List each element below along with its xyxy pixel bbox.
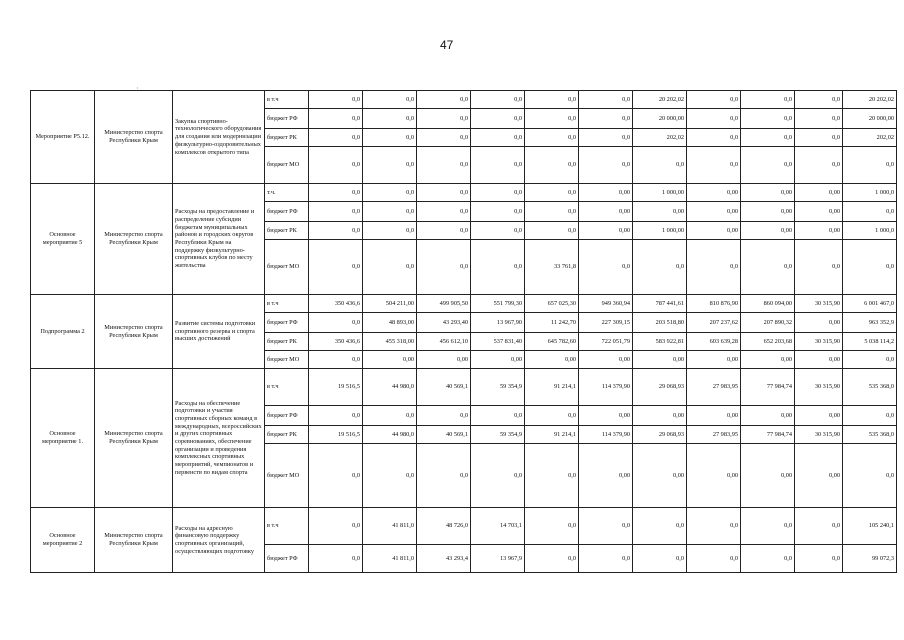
cell-amount: 0,00 (471, 351, 525, 369)
cell-amount: 29 068,93 (633, 426, 687, 444)
cell-amount: 0,0 (687, 91, 741, 109)
cell-amount: 40 569,1 (417, 426, 471, 444)
cell-amount: 0,0 (471, 406, 525, 426)
cell-amount: 652 203,68 (741, 333, 795, 351)
cell-event: Мероприятие Р5.12. (31, 91, 95, 184)
cell-amount: 59 354,9 (471, 369, 525, 406)
cell-amount: 30 315,90 (795, 426, 843, 444)
cell-amount: 603 639,28 (687, 333, 741, 351)
table-row (31, 91, 897, 109)
cell-total: 1 000,0 (843, 222, 897, 240)
cell-amount: 0,0 (309, 508, 363, 545)
cell-amount: 0,0 (363, 202, 417, 222)
cell-amount: 0,0 (795, 240, 843, 295)
cell-amount: 0,00 (741, 406, 795, 426)
cell-amount: 0,0 (525, 406, 579, 426)
cell-amount: 91 214,1 (525, 426, 579, 444)
cell-amount: 0,0 (363, 91, 417, 109)
cell-amount: 0,0 (471, 109, 525, 129)
cell-amount: 0,0 (579, 147, 633, 184)
page-number: 47 (440, 38, 454, 52)
cell-event: Подпрограмма 2 (31, 295, 95, 369)
cell-amount: 456 612,10 (417, 333, 471, 351)
cell-amount: 0,00 (795, 406, 843, 426)
cell-amount: 33 761,8 (525, 240, 579, 295)
cell-amount: 0,0 (363, 444, 417, 508)
cell-amount: 0,00 (795, 202, 843, 222)
cell-amount: 0,0 (309, 129, 363, 147)
cell-amount: 0,00 (633, 406, 687, 426)
cell-amount: 207 890,32 (741, 313, 795, 333)
cell-amount: 227 309,15 (579, 313, 633, 333)
cell-amount: 0,00 (633, 351, 687, 369)
cell-amount: 0,00 (741, 202, 795, 222)
cell-amount: 0,0 (309, 91, 363, 109)
table-row (31, 184, 897, 202)
cell-amount: 0,00 (525, 351, 579, 369)
cell-amount: 0,00 (579, 184, 633, 202)
cell-amount: 14 703,1 (471, 508, 525, 545)
cell-amount: 1 000,00 (633, 222, 687, 240)
cell-amount: 13 967,90 (471, 313, 525, 333)
cell-total: 6 001 467,0 (843, 295, 897, 313)
cell-amount: 0,00 (579, 222, 633, 240)
cell-amount: 0,0 (741, 240, 795, 295)
cell-amount: 0,00 (795, 444, 843, 508)
cell-total: 1 000,0 (843, 184, 897, 202)
cell-amount: 0,00 (741, 222, 795, 240)
cell-amount: 0,00 (687, 444, 741, 508)
cell-total: 5 038 114,2 (843, 333, 897, 351)
cell-amount: 0,0 (741, 91, 795, 109)
cell-description: Закупка спортивно-технологического оборудования для создания или модернизации физкультурно-оздоровительных комплексов открытого типа (173, 91, 265, 184)
cell-amount: 0,0 (363, 240, 417, 295)
cell-executor: Министерство спорта Республики Крым (95, 295, 173, 369)
cell-amount: 43 293,40 (417, 313, 471, 333)
cell-amount: 0,00 (795, 351, 843, 369)
cell-total: 0,0 (843, 240, 897, 295)
cell-amount: 27 983,95 (687, 369, 741, 406)
cell-amount: 0,0 (633, 147, 687, 184)
cell-amount: 1 000,00 (633, 184, 687, 202)
cell-executor: Министерство спорта Республики Крым (95, 91, 173, 184)
cell-amount: 0,0 (525, 444, 579, 508)
cell-amount: 0,0 (309, 109, 363, 129)
cell-total: 99 072,3 (843, 545, 897, 573)
cell-amount: 0,0 (471, 444, 525, 508)
cell-amount: 0,0 (525, 147, 579, 184)
cell-funding-source: бюджет РК (265, 333, 309, 351)
cell-amount: 350 436,6 (309, 333, 363, 351)
cell-event: Основное мероприятие 5 (31, 184, 95, 295)
cell-total: 0,0 (843, 444, 897, 508)
cell-total: 202,02 (843, 129, 897, 147)
cell-amount: 0,0 (309, 313, 363, 333)
cell-total: 535 368,0 (843, 369, 897, 406)
cell-amount: 0,0 (795, 91, 843, 109)
cell-amount: 0,0 (741, 508, 795, 545)
cell-amount: 0,0 (795, 545, 843, 573)
cell-funding-source: т.ч. (265, 184, 309, 202)
cell-executor: Министерство спорта Республики Крым (95, 184, 173, 295)
cell-amount: 0,0 (471, 147, 525, 184)
cell-amount: 0,0 (687, 545, 741, 573)
cell-amount: 949 360,94 (579, 295, 633, 313)
cell-total: 963 352,9 (843, 313, 897, 333)
cell-amount: 0,0 (633, 545, 687, 573)
cell-amount: 0,0 (417, 109, 471, 129)
cell-amount: 810 876,90 (687, 295, 741, 313)
cell-amount: 0,00 (633, 444, 687, 508)
cell-amount: 0,00 (579, 444, 633, 508)
cell-amount: 551 799,30 (471, 295, 525, 313)
cell-amount: 0,0 (309, 406, 363, 426)
cell-amount: 0,0 (633, 508, 687, 545)
cell-amount: 0,00 (687, 184, 741, 202)
cell-funding-source: бюджет РФ (265, 109, 309, 129)
cell-amount: 860 094,00 (741, 295, 795, 313)
cell-amount: 787 441,61 (633, 295, 687, 313)
cell-amount: 29 068,93 (633, 369, 687, 406)
cell-total: 0,0 (843, 351, 897, 369)
cell-funding-source: в т.ч (265, 91, 309, 109)
cell-amount: 0,0 (525, 184, 579, 202)
cell-amount: 0,0 (309, 240, 363, 295)
cell-amount: 0,0 (525, 508, 579, 545)
cell-amount: 0,0 (471, 184, 525, 202)
cell-amount: 0,0 (687, 240, 741, 295)
cell-amount: 0,0 (741, 147, 795, 184)
cell-amount: 0,0 (363, 147, 417, 184)
cell-amount: 0,0 (741, 129, 795, 147)
cell-amount: 0,0 (417, 222, 471, 240)
cell-amount: 0,0 (633, 240, 687, 295)
cell-amount: 20 202,02 (633, 91, 687, 109)
cell-amount: 0,0 (471, 129, 525, 147)
cell-amount: 0,0 (363, 406, 417, 426)
cell-amount: 11 242,70 (525, 313, 579, 333)
cell-funding-source: бюджет РФ (265, 545, 309, 573)
cell-amount: 207 237,62 (687, 313, 741, 333)
cell-amount: 0,00 (579, 406, 633, 426)
cell-amount: 0,00 (579, 202, 633, 222)
cell-event: Основное мероприятие 1. (31, 369, 95, 508)
cell-total: 0,0 (843, 406, 897, 426)
cell-amount: 0,0 (525, 545, 579, 573)
cell-funding-source: бюджет РФ (265, 406, 309, 426)
cell-amount: 0,0 (579, 545, 633, 573)
cell-amount: 0,0 (309, 444, 363, 508)
cell-funding-source: бюджет РФ (265, 313, 309, 333)
cell-amount: 0,00 (687, 351, 741, 369)
budget-table (30, 90, 897, 573)
cell-amount: 41 811,0 (363, 508, 417, 545)
cell-amount: 77 984,74 (741, 369, 795, 406)
cell-amount: 114 379,90 (579, 369, 633, 406)
cell-amount: 0,00 (795, 313, 843, 333)
cell-amount: 0,0 (417, 240, 471, 295)
cell-amount: 0,0 (687, 129, 741, 147)
cell-description: Расходы на адресную финансовую поддержку спортивных организаций, осуществляющих подготовку (173, 508, 265, 573)
cell-amount: 91 214,1 (525, 369, 579, 406)
cell-total: 0,0 (843, 147, 897, 184)
cell-amount: 48 893,00 (363, 313, 417, 333)
cell-description: Расходы на обеспечение подготовки и участия спортивных сборных команд в международных, всероссийских и других спортивных соревнованиях, обеспечение организации и проведения комплексных спортивных мероприятий, чемпионатов и первенств по видам спорта (173, 369, 265, 508)
cell-amount: 77 984,74 (741, 426, 795, 444)
cell-amount: 657 025,30 (525, 295, 579, 313)
cell-amount: 203 518,80 (633, 313, 687, 333)
cell-amount: 0,00 (741, 351, 795, 369)
cell-amount: 0,00 (741, 184, 795, 202)
cell-funding-source: бюджет РФ (265, 202, 309, 222)
cell-amount: 0,0 (363, 129, 417, 147)
cell-amount: 350 436,6 (309, 295, 363, 313)
cell-amount: 0,00 (795, 222, 843, 240)
cell-amount: 0,0 (525, 202, 579, 222)
cell-amount: 0,0 (471, 91, 525, 109)
cell-amount: 0,00 (633, 202, 687, 222)
cell-amount: 0,0 (309, 147, 363, 184)
cell-amount: 0,0 (687, 109, 741, 129)
cell-amount: 59 354,9 (471, 426, 525, 444)
scan-speck: · (136, 84, 139, 93)
cell-funding-source: бюджет МО (265, 444, 309, 508)
cell-amount: 583 922,81 (633, 333, 687, 351)
cell-amount: 0,0 (579, 240, 633, 295)
cell-amount: 722 051,79 (579, 333, 633, 351)
cell-amount: 41 811,0 (363, 545, 417, 573)
cell-amount: 27 983,95 (687, 426, 741, 444)
cell-amount: 0,0 (741, 109, 795, 129)
cell-amount: 0,0 (417, 444, 471, 508)
cell-funding-source: в т.ч (265, 295, 309, 313)
cell-amount: 0,0 (741, 545, 795, 573)
cell-amount: 30 315,90 (795, 295, 843, 313)
cell-amount: 19 516,5 (309, 426, 363, 444)
cell-amount: 0,00 (795, 184, 843, 202)
cell-amount: 0,0 (417, 147, 471, 184)
cell-executor: Министерство спорта Республики Крым (95, 508, 173, 573)
cell-amount: 20 000,00 (633, 109, 687, 129)
cell-event: Основное мероприятие 2 (31, 508, 95, 573)
cell-executor: Министерство спорта Республики Крым (95, 369, 173, 508)
cell-amount: 13 967,9 (471, 545, 525, 573)
cell-amount: 0,0 (417, 406, 471, 426)
cell-amount: 0,0 (309, 202, 363, 222)
cell-amount: 0,0 (579, 508, 633, 545)
cell-description: Развитие системы подготовки спортивного резерва и спорта высших достижений (173, 295, 265, 369)
cell-total: 20 000,00 (843, 109, 897, 129)
cell-amount: 0,0 (795, 109, 843, 129)
cell-amount: 0,0 (417, 91, 471, 109)
cell-amount: 0,0 (309, 222, 363, 240)
cell-amount: 0,0 (579, 91, 633, 109)
cell-total: 535 368,0 (843, 426, 897, 444)
cell-funding-source: бюджет РК (265, 426, 309, 444)
cell-funding-source: бюджет РК (265, 129, 309, 147)
cell-amount: 43 293,4 (417, 545, 471, 573)
cell-amount: 0,0 (795, 129, 843, 147)
cell-amount: 48 726,0 (417, 508, 471, 545)
cell-amount: 0,0 (525, 109, 579, 129)
cell-amount: 0,00 (417, 351, 471, 369)
cell-amount: 0,0 (525, 129, 579, 147)
cell-amount: 0,0 (309, 184, 363, 202)
cell-amount: 44 980,0 (363, 369, 417, 406)
cell-amount: 0,00 (579, 351, 633, 369)
cell-amount: 0,0 (525, 91, 579, 109)
cell-funding-source: бюджет РК (265, 222, 309, 240)
cell-amount: 0,00 (687, 202, 741, 222)
cell-amount: 0,00 (687, 222, 741, 240)
cell-funding-source: бюджет МО (265, 351, 309, 369)
cell-amount: 0,0 (417, 202, 471, 222)
cell-amount: 0,00 (363, 351, 417, 369)
cell-amount: 0,0 (417, 184, 471, 202)
cell-funding-source: в т.ч (265, 508, 309, 545)
cell-amount: 0,0 (309, 351, 363, 369)
cell-amount: 0,0 (471, 222, 525, 240)
cell-amount: 499 905,50 (417, 295, 471, 313)
cell-amount: 19 516,5 (309, 369, 363, 406)
cell-amount: 504 211,00 (363, 295, 417, 313)
cell-funding-source: бюджет МО (265, 240, 309, 295)
cell-amount: 0,0 (363, 222, 417, 240)
cell-amount: 0,0 (579, 109, 633, 129)
cell-amount: 202,02 (633, 129, 687, 147)
cell-total: 20 202,02 (843, 91, 897, 109)
cell-amount: 0,0 (309, 545, 363, 573)
cell-amount: 0,0 (363, 184, 417, 202)
cell-amount: 0,0 (471, 240, 525, 295)
cell-amount: 0,0 (579, 129, 633, 147)
cell-amount: 0,00 (687, 406, 741, 426)
cell-amount: 40 569,1 (417, 369, 471, 406)
table-row (31, 508, 897, 545)
cell-amount: 44 980,0 (363, 426, 417, 444)
cell-amount: 0,0 (687, 147, 741, 184)
cell-amount: 30 315,90 (795, 333, 843, 351)
cell-amount: 0,0 (795, 508, 843, 545)
cell-description: Расходы на предоставление и распределение субсидии бюджетам муниципальных районов и городских округов Республики Крым на поддержку физкультурно-спортивных клубов по месту жительства (173, 184, 265, 295)
cell-amount: 0,0 (471, 202, 525, 222)
table-row (31, 369, 897, 406)
cell-amount: 30 315,90 (795, 369, 843, 406)
cell-total: 105 240,1 (843, 508, 897, 545)
cell-amount: 0,0 (687, 508, 741, 545)
cell-amount: 0,0 (525, 222, 579, 240)
cell-funding-source: бюджет МО (265, 147, 309, 184)
cell-total: 0,0 (843, 202, 897, 222)
table-body (31, 91, 897, 573)
cell-amount: 114 379,90 (579, 426, 633, 444)
cell-amount: 455 318,00 (363, 333, 417, 351)
cell-amount: 537 831,40 (471, 333, 525, 351)
cell-amount: 645 782,60 (525, 333, 579, 351)
table-row (31, 295, 897, 313)
cell-amount: 0,0 (363, 109, 417, 129)
cell-amount: 0,0 (417, 129, 471, 147)
cell-funding-source: в т.ч (265, 369, 309, 406)
cell-amount: 0,0 (795, 147, 843, 184)
cell-amount: 0,00 (741, 444, 795, 508)
